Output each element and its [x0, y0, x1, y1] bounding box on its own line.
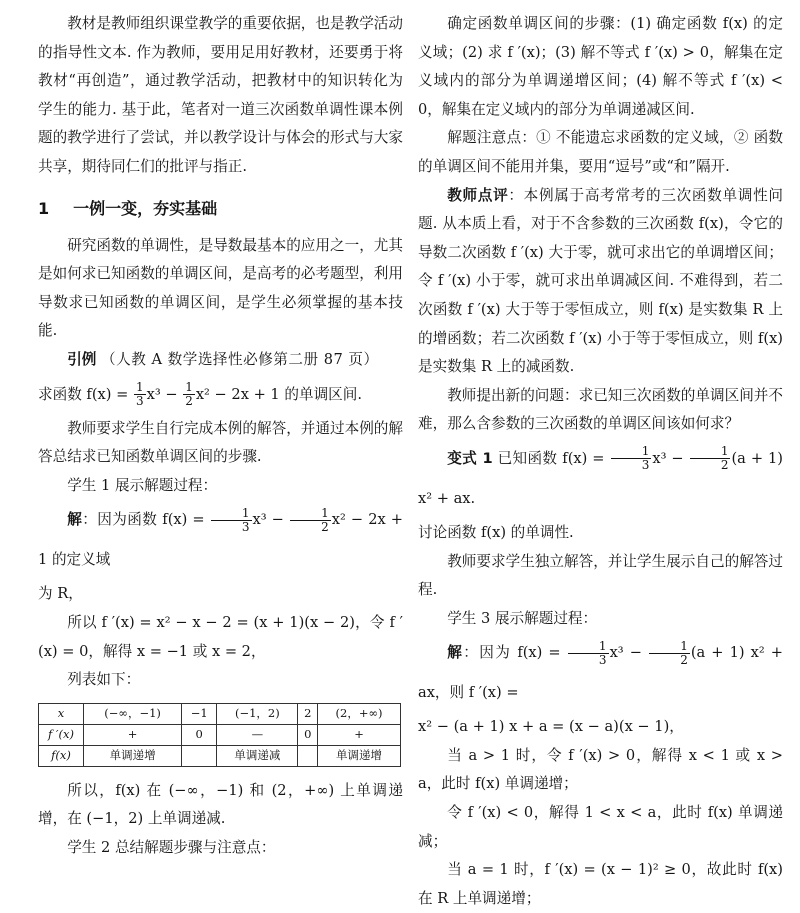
solution-label: 解 — [67, 511, 83, 529]
table-cell: — — [217, 724, 298, 745]
solution3-fraction-1: $\frac{1}{3}$ — [568, 640, 609, 667]
solution3-fraction-2: $\frac{1}{2}$ — [649, 640, 690, 667]
teacher-request-2: 教师要求学生独立解答，并让学生展示自己的解答过程. — [418, 552, 783, 599]
intro-paragraph: 教材是教师组织课堂教学的重要依据，也是教学活动的指导性文本. 作为教师，要用足用好教材，还要勇于将教材“再创造”，通过教学活动，把教材中的知识转化为学生的能力. 基于此，笔者对一道三次函数单调性课本例题的教学进行了尝试，并以教学设计与体会的形式与大家共享，期待同仁们的批评与指正. — [38, 15, 403, 175]
variant-fraction-1: $\frac{1}{3}$ — [611, 445, 652, 472]
solution3-line2: x² − (a + 1) x + a = (x − a)(x − 1)， — [418, 718, 684, 736]
paragraph-monotonicity: 研究函数的单调性，是导数最基本的应用之一，尤其是如何求已知函数的单调区间，是高考的必考题型，利用导数求已知函数的单调区间，是学生必须掌握的基本技能. — [38, 236, 403, 340]
solution-fraction-2: $\frac{1}{2}$ — [290, 507, 331, 534]
conclusion: 所以，f(x) 在 (−∞，−1) 和 (2，+∞) 上单调递增，在 (−1，2) 上单调递减. — [38, 781, 403, 828]
variant-line2: 讨论函数 f(x) 的单调性. — [418, 523, 574, 541]
section-title: 一例一变，夯实基础 — [73, 198, 218, 218]
solution3-mid: x³ − — [609, 644, 642, 662]
solution-start — [38, 500, 403, 580]
student2-intro: 学生 2 总结解题步骤与注意点： — [67, 838, 276, 856]
variant-pre: 已知函数 f(x) = — [497, 449, 605, 467]
table-cell: (2，+∞) — [318, 703, 401, 724]
right-column — [418, 10, 783, 913]
example-source: （人教 A 数学选择性必修第二册 87 页） — [101, 350, 379, 368]
fraction-one-half: $\frac{1}{2}$ — [185, 380, 193, 409]
left-column — [38, 10, 403, 862]
table-row — [39, 745, 401, 766]
variant-label: 变式 1 — [447, 449, 493, 467]
table-cell — [298, 745, 318, 766]
notes-paragraph: 解题注意点：① 不能遗忘求函数的定义域，② 函数的单调区间不能用并集，要用“逗号”或“和”隔开. — [418, 129, 783, 175]
example-text-pre: 求函数 f(x) = — [38, 385, 129, 403]
fraction-one-third: $\frac{1}{3}$ — [135, 380, 144, 409]
comment-label: 教师点评 — [447, 186, 509, 204]
table-cell: + — [84, 724, 182, 745]
variant-post: (a + 1) x² + ax. — [418, 449, 784, 507]
sign-table — [38, 703, 401, 767]
example-problem — [38, 375, 403, 415]
variant-problem — [418, 439, 783, 519]
table-row — [39, 703, 401, 724]
solution-post: 的定义域 — [51, 551, 111, 569]
solution3-pre: ：因为 f(x) = — [463, 644, 561, 662]
table-cell: −1 — [182, 703, 217, 724]
table-cell: f ′(x) — [39, 724, 84, 745]
section-heading — [38, 196, 403, 222]
table-cell: (−∞，−1) — [84, 703, 182, 724]
section-number: 1 — [38, 198, 50, 218]
table-cell: 0 — [182, 724, 217, 745]
solution-term: x³ − — [252, 511, 284, 529]
table-cell: (−1，2) — [217, 703, 298, 724]
table-cell: 0 — [298, 724, 318, 745]
example-heading — [38, 346, 403, 375]
variant-fraction-2: $\frac{1}{2}$ — [690, 445, 731, 472]
table-cell: 单调递增 — [84, 745, 182, 766]
student3-intro: 学生 3 展示解题过程： — [447, 609, 598, 627]
steps-paragraph: 确定函数单调区间的步骤：(1) 确定函数 f(x) 的定义域；(2) 求 f ′(x)；(3) 解不等式 f ′(x) > 0，解集在定义域内的部分为单调递增区间；(4) 解不等式 f ′(x) < 0，解集在定义域内的部分为单调递减区间. — [418, 15, 783, 118]
example-tail: 的单调区间. — [284, 385, 362, 403]
table-cell — [182, 745, 217, 766]
comment-text: ：本例属于高考常考的三次函数单调性问题. 从本质上看，对于不含参数的三次函数 f(x)，令它的导数二次函数 f ′(x) 大于零，就可求出它的单调增区间；令 f ′(x) 小于零，就可求出单调减区间. 不难得到，若二次函数 f ′(x) 大于等于零恒成立，则 f(x) 是实数集 R 上的增函数；若二次函数 f ′(x) 小于等于零恒成立，则 f(x) 是实数集 R 上的减函数. — [418, 186, 783, 376]
table-cell: + — [318, 724, 401, 745]
table-cell: 2 — [298, 703, 318, 724]
derivative-line: 所以 f ′(x) = x² − x − 2 = (x + 1)(x − 2)，令 f ′(x) = 0，解得 x = −1 或 x = 2， — [38, 613, 403, 660]
solution3-post: (a + 1) x² + ax，则 f ′(x) = — [418, 644, 784, 702]
case-a-equals-1: 当 a = 1 时，f ′(x) = (x − 1)² ≥ 0，故此时 f(x) 在 R 上单调递增； — [418, 861, 783, 907]
example-term2: x² − 2x + 1 — [195, 385, 280, 403]
solution3-start — [418, 633, 783, 713]
solution3-label: 解 — [447, 644, 464, 662]
solution-fraction-1: $\frac{1}{3}$ — [211, 507, 252, 534]
case-a-greater-1-decreasing: 令 f ′(x) < 0，解得 1 < x < a，此时 f(x) 单调递减； — [418, 804, 783, 850]
table-cell: x — [39, 703, 84, 724]
teacher-request: 教师要求学生自行完成本例的解答，并通过本例的解答总结求已知函数单调区间的步骤. — [38, 419, 403, 466]
variant-mid: x³ − — [652, 449, 684, 467]
student1-intro: 学生 1 展示解题过程： — [67, 476, 218, 494]
table-cell: 单调递减 — [217, 745, 298, 766]
new-question: 教师提出新的问题：求已知三次函数的单调区间并不难，那么含参数的三次函数的单调区间该如何求？ — [418, 386, 783, 433]
teacher-comment — [418, 182, 783, 382]
table-cell: f(x) — [39, 745, 84, 766]
case-a-greater-1: 当 a > 1 时，令 f ′(x) > 0，解得 x < 1 或 x > a，此时 f(x) 单调递增； — [418, 746, 783, 793]
solution-term2: x² − 2x + 1 — [38, 511, 403, 569]
example-label: 引例 — [67, 350, 97, 368]
example-term: x³ − — [146, 385, 178, 403]
domain-line: 为 R， — [38, 585, 83, 603]
solution-pre: ：因为函数 f(x) = — [82, 511, 205, 529]
table-row — [39, 724, 401, 745]
table-intro: 列表如下： — [67, 671, 141, 689]
table-cell: 单调递增 — [318, 745, 401, 766]
